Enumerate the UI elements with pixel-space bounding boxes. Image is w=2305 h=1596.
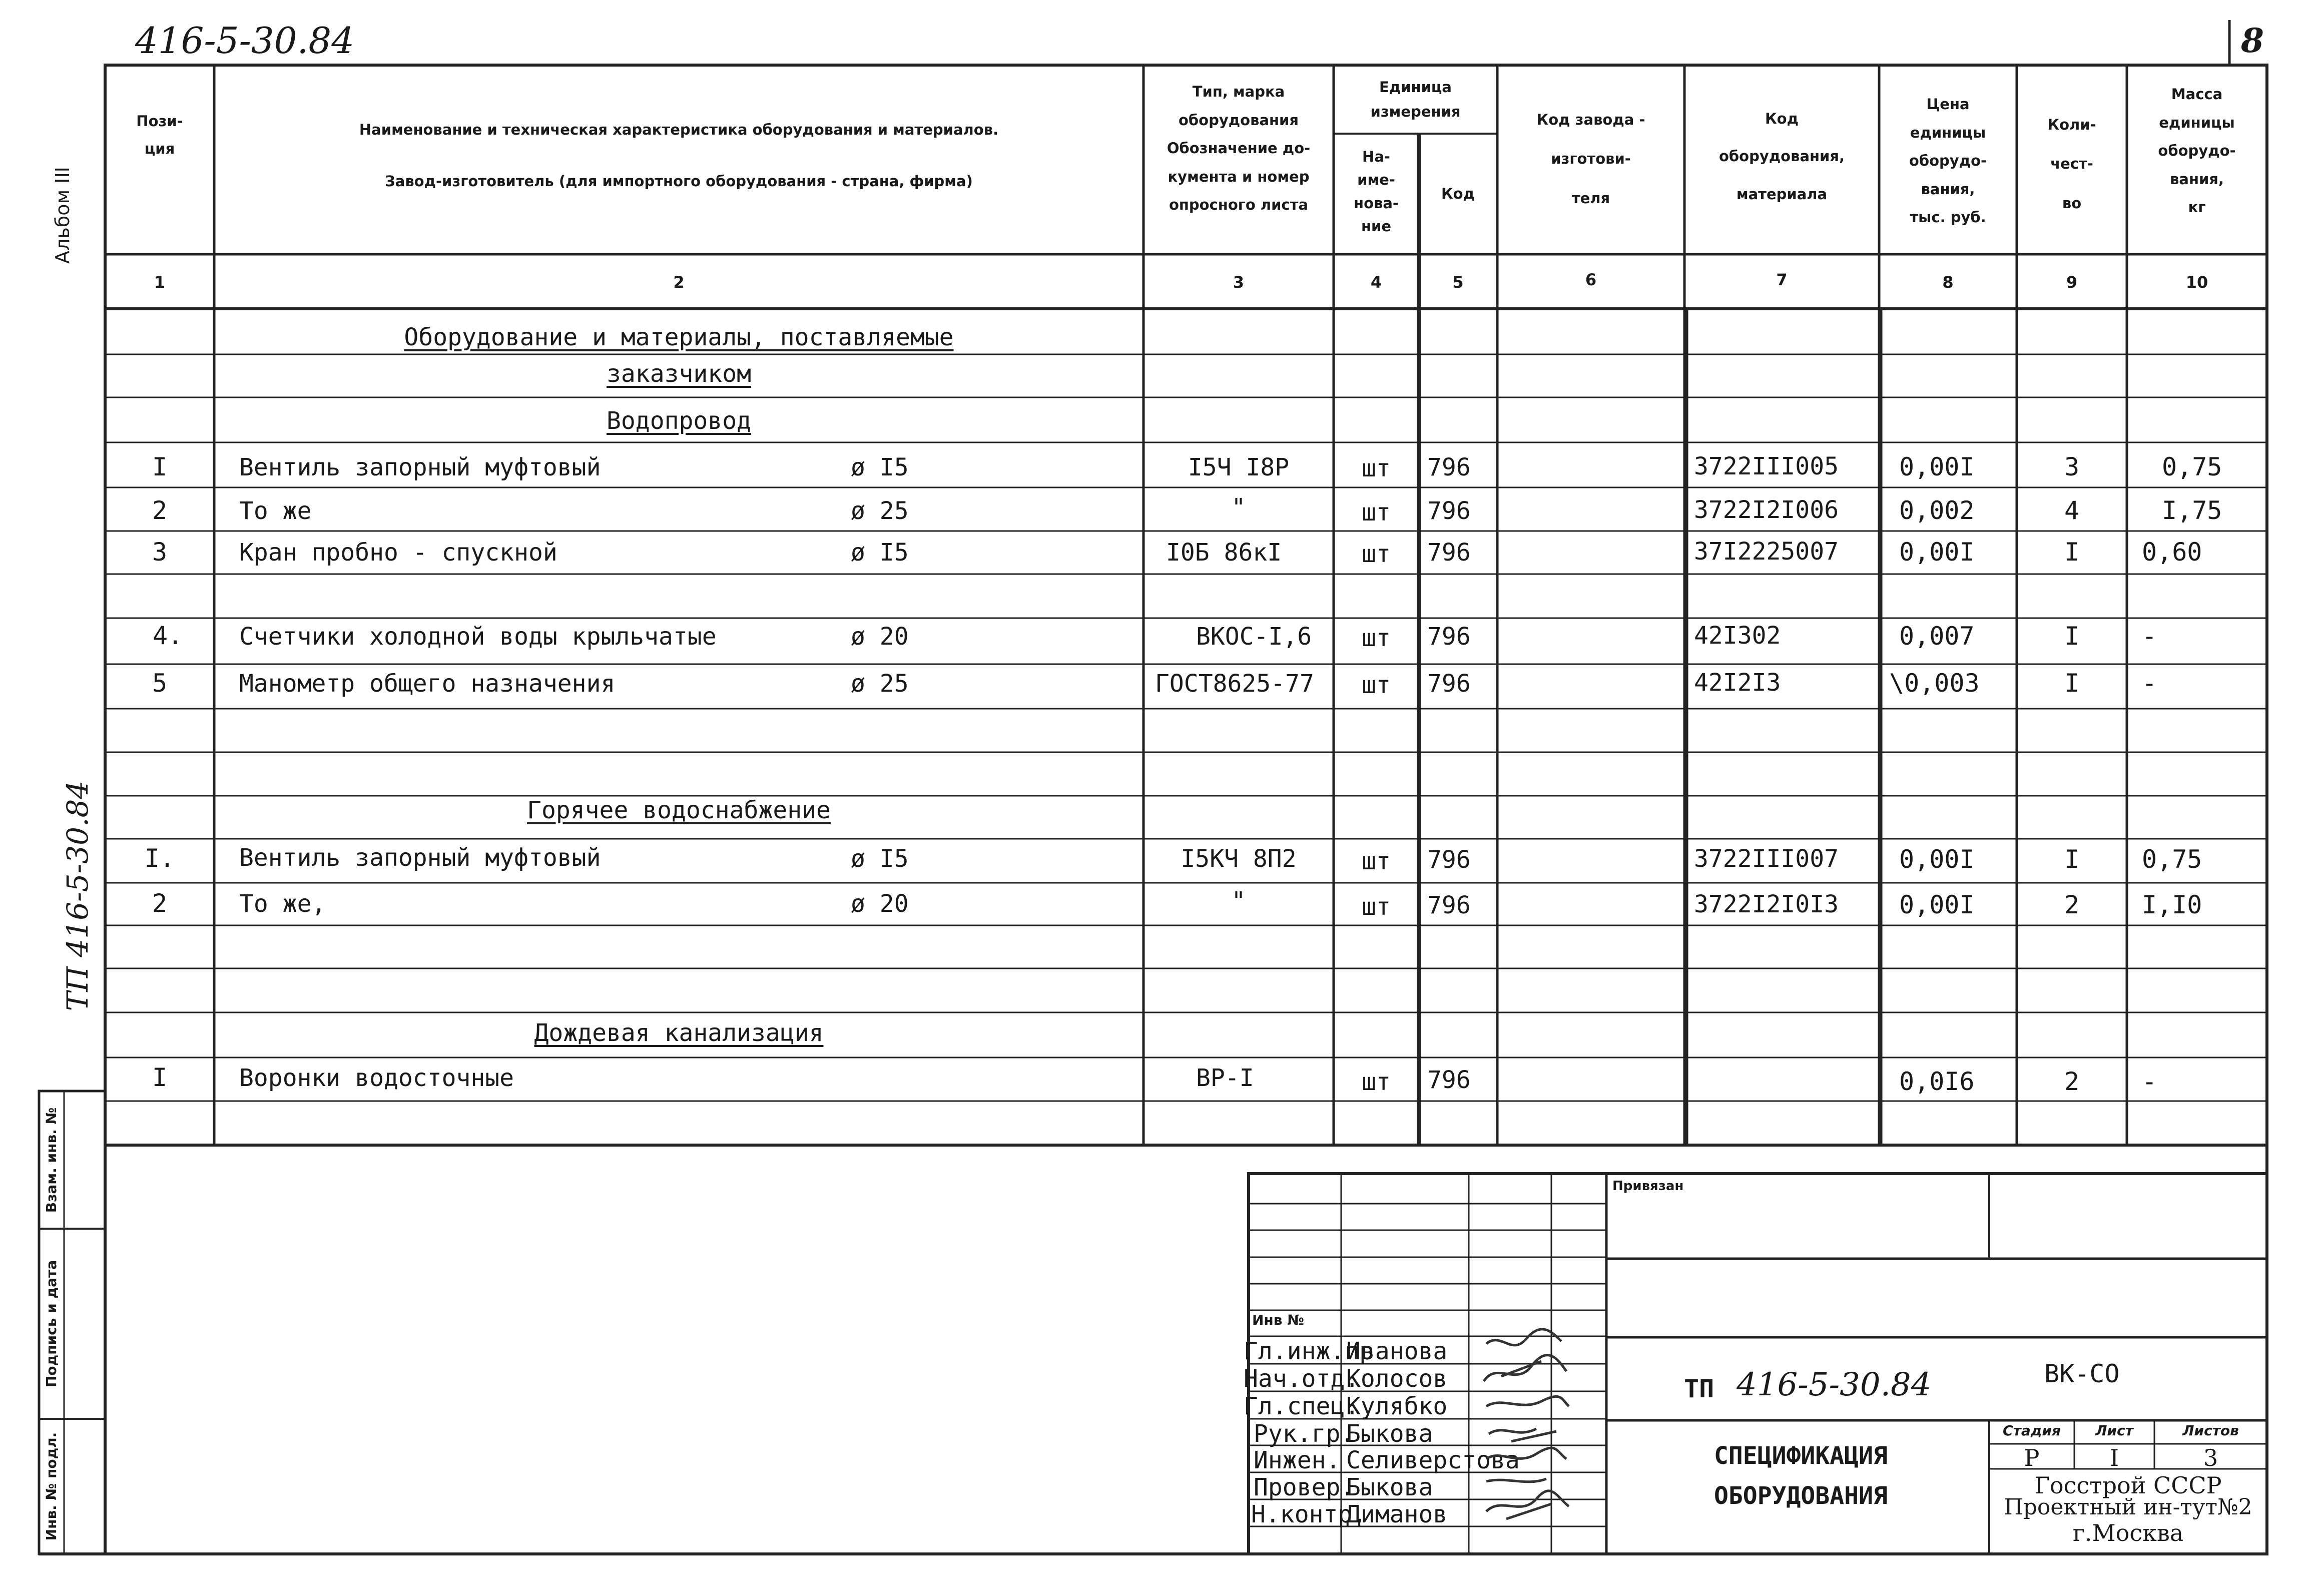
row-name: Манометр общего назначения [239,670,616,698]
header-type: Тип, марка оборудования Обозначение до- кумента и номер опросного листа [1167,83,1311,214]
row-diameter: ø 20 [851,623,909,651]
col-number-9: 9 [2066,273,2078,292]
row-price: 0,00I [1899,538,1975,567]
row-position: I [152,452,168,481]
tp-code: 416-5-30.84 [1737,1366,1932,1403]
row-type: I5КЧ 8П2 [1181,845,1297,873]
row-diameter: ø I5 [851,453,909,481]
row-equipment-code: 37I2225007 [1694,538,1839,566]
signer-role: Н.контр. [1251,1500,1367,1528]
row-unit-code: 796 [1427,497,1471,525]
sheet-label: Лист [2095,1422,2133,1439]
col-number-7: 7 [1776,270,1788,289]
row-price: 0,00I [1899,452,1975,481]
row-type: " [1231,493,1246,521]
row-quantity: I [2064,538,2080,567]
row-diameter: ø 25 [851,670,909,698]
row-mass: 0,75 [2142,845,2202,874]
row-name: Вентиль запорный муфтовый [239,453,601,481]
stamp-inv-label: Инв. № подл. [43,1432,60,1541]
row-mass: - [2142,1067,2157,1096]
header-name-line1: Наименование и техническая характеристика оборудования и материалов. [359,121,999,138]
row-mass: - [2142,669,2157,698]
row-quantity: I [2064,845,2080,874]
row-position: 2 [152,889,168,918]
row-name: То же, [239,890,326,918]
signer-name: Быкова [1346,1420,1433,1448]
col-number-4: 4 [1370,273,1382,292]
row-price: 0,00I [1899,845,1975,874]
row-unit: шт [1362,624,1391,652]
row-unit: шт [1362,893,1391,921]
row-quantity: I [2064,622,2080,651]
row-diameter: ø 25 [851,497,909,525]
doc-code-handwritten: 416-5-30.84 [135,20,355,62]
header-mass: Масса единицы оборудо- вания, кг [2158,86,2236,216]
col-number-6: 6 [1585,270,1597,289]
row-name: Счетчики холодной воды крыльчатые [239,623,717,651]
signer-name: Быкова [1346,1473,1433,1501]
header-equipment-code: Код оборудования, материала [1718,110,1845,203]
privyazan-label: Привязан [1612,1179,1684,1194]
signer-role: Гл.спец. [1244,1392,1360,1420]
row-quantity: 4 [2064,496,2080,525]
header-factory-code: Код завода - изготови- теля [1536,111,1645,207]
row-type: I0Б 86кI [1166,539,1282,567]
section-water-supply: Водопровод [607,407,751,435]
org-line2: Проектный ин-тут№2 [2004,1494,2252,1520]
stamp-vzam-label: Взам. инв. № [43,1107,60,1213]
col-number-8: 8 [1942,273,1954,292]
row-unit-code: 796 [1427,891,1471,919]
doc-title-line1: СПЕЦИФИКАЦИЯ [1714,1442,1888,1470]
header-name-line2: Завод-изготовитель (для импортного оборудования - страна, фирма) [385,173,973,190]
row-quantity: 2 [2064,1067,2080,1096]
row-quantity: I [2064,669,2080,698]
org-line1: Госстрой СССР [2034,1472,2222,1499]
row-quantity: 3 [2064,452,2080,481]
row-type: ГОСТ8625-77 [1155,670,1314,698]
row-equipment-code: 3722I2I0I3 [1694,890,1839,918]
signer-role: Гл.инж.пр [1244,1337,1374,1365]
row-price: \0,003 [1889,669,1980,698]
row-diameter: ø I5 [851,845,909,873]
section-hot-water: Горячее водоснабжение [527,796,831,824]
row-price: 0,00I [1899,890,1975,919]
album-label: Альбом III [52,167,74,264]
signer-name: Диманов [1346,1500,1448,1528]
signer-role: Инжен. [1254,1446,1341,1474]
row-type: ВКОС-I,6 [1196,623,1312,651]
row-position: I [152,1063,168,1092]
row-unit-code: 796 [1427,539,1471,567]
row-type: I5Ч I8Р [1188,453,1290,481]
doc-title-line2: ОБОРУДОВАНИЯ [1714,1482,1888,1510]
row-unit-code: 796 [1427,623,1471,651]
section-customer-supplied: Оборудование и материалы, поставляемые [404,323,954,351]
row-mass: 0,60 [2142,538,2202,567]
row-equipment-code: 42I302 [1694,622,1781,650]
stamp-podpis-label: Подпись и дата [43,1260,60,1388]
row-type: " [1231,887,1246,915]
row-type: ВР-I [1196,1064,1254,1092]
col-number-1: 1 [154,273,166,292]
row-unit: шт [1362,847,1391,875]
signer-name: Селиверстова [1346,1446,1520,1474]
row-unit: шт [1362,540,1391,568]
row-equipment-code: 3722III005 [1694,452,1839,480]
signature-scribble [1481,1326,1571,1536]
header-unit-name: На- име- нова- ние [1354,148,1399,235]
signer-role: Нач.отд. [1244,1365,1360,1393]
row-position: 4. [153,621,183,650]
row-unit: шт [1362,498,1391,526]
row-unit-code: 796 [1427,453,1471,481]
row-equipment-code: 3722III007 [1694,845,1839,873]
signer-role: Рук.гр. [1254,1420,1355,1448]
row-position: 2 [152,496,168,525]
row-position: 5 [152,669,168,698]
row-price: 0,002 [1899,496,1975,525]
stage-label: Стадия [2003,1422,2061,1439]
col-number-5: 5 [1452,273,1464,292]
col-number-3: 3 [1233,273,1245,292]
row-unit-code: 796 [1427,846,1471,874]
row-unit-code: 796 [1427,1066,1471,1094]
row-mass: I,I0 [2142,890,2202,919]
stage-value: Р [2024,1444,2040,1471]
row-unit: шт [1362,671,1391,699]
row-name: Воронки водосточные [239,1064,514,1092]
row-unit: шт [1362,1068,1391,1096]
row-price: 0,0I6 [1899,1067,1975,1096]
inv-no-label: Инв № [1252,1312,1304,1328]
row-mass: I,75 [2162,496,2222,525]
col-number-2: 2 [673,273,685,292]
section-storm-sewer: Дождевая канализация [534,1019,824,1047]
col-number-10: 10 [2185,273,2208,292]
tp-prefix: ТП [1684,1374,1714,1403]
page-number: 8 [2241,21,2264,60]
section-customer-supplied-2: заказчиком [607,360,751,388]
row-equipment-code: 3722I2I006 [1694,496,1839,524]
row-unit-code: 796 [1427,670,1471,698]
header-price: Цена единицы оборудо- вания, тыс. руб. [1909,96,1987,226]
row-equipment-code: 42I2I3 [1694,669,1781,697]
row-mass: 0,75 [2162,452,2222,481]
row-name: То же [239,497,312,525]
row-quantity: 2 [2064,890,2080,919]
sheets-value: 3 [2203,1444,2218,1471]
sheets-label: Листов [2182,1422,2239,1439]
header-unit-code: Код [1441,185,1475,202]
sheet-value: I [2109,1444,2119,1471]
row-name: Кран пробно - спускной [239,539,557,567]
row-position: 3 [152,538,168,567]
signer-name: Колосов [1346,1365,1448,1393]
row-price: 0,007 [1899,622,1975,651]
side-doc-code: ТП 416-5-30.84 [61,780,95,1011]
row-name: Вентиль запорный муфтовый [239,844,601,872]
signer-role: Провер. [1254,1473,1355,1501]
signer-name: Иванова [1346,1337,1448,1365]
org-line3: г.Москва [2072,1519,2184,1546]
mark-code: ВК-СО [2044,1359,2120,1388]
header-position: Пози- ция [136,113,183,158]
signer-name: Кулябко [1346,1392,1448,1420]
row-unit: шт [1362,454,1391,482]
header-unit-group: Единица измерения [1370,79,1461,121]
row-position: I. [144,844,175,873]
row-diameter: ø 20 [851,890,909,918]
header-quantity: Коли- чест- во [2047,116,2096,212]
row-diameter: ø I5 [851,539,909,567]
row-mass: - [2142,622,2157,651]
